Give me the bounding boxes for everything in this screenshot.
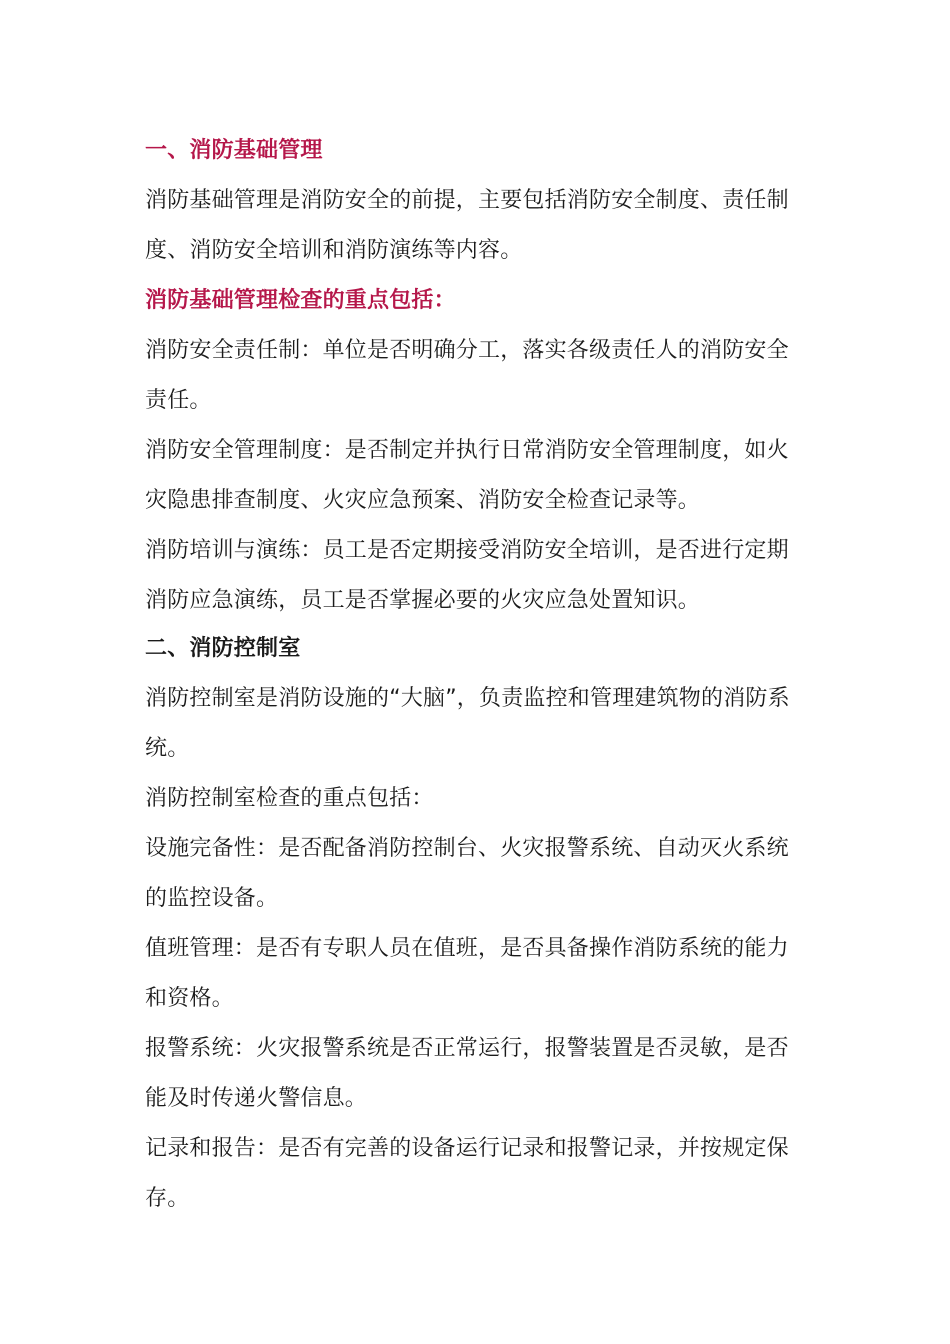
section1-item3-line2: 消防应急演练，员工是否掌握必要的火灾应急处置知识。 bbox=[145, 588, 701, 613]
section2-item3-line2: 能及时传递火警信息。 bbox=[145, 1086, 368, 1111]
section1-item3-line1: 消防培训与演练：员工是否定期接受消防安全培训，是否进行定期 bbox=[145, 538, 789, 563]
section1-intro-line2: 度、消防安全培训和消防演练等内容。 bbox=[145, 238, 523, 263]
section1-subheading: 消防基础管理检查的重点包括： bbox=[145, 288, 456, 313]
section1-item1-line1: 消防安全责任制：单位是否明确分工，落实各级责任人的消防安全 bbox=[145, 338, 789, 363]
section1-intro-line1: 消防基础管理是消防安全的前提，主要包括消防安全制度、责任制 bbox=[145, 188, 789, 213]
section2-item1-line2: 的监控设备。 bbox=[145, 886, 279, 911]
section2-intro-line2: 统。 bbox=[145, 736, 190, 761]
section2-item2-line2: 和资格。 bbox=[145, 986, 234, 1011]
section2-item4-line1: 记录和报告：是否有完善的设备运行记录和报警记录，并按规定保 bbox=[145, 1136, 789, 1161]
section1-item2-line2: 灾隐患排查制度、火灾应急预案、消防安全检查记录等。 bbox=[145, 488, 701, 513]
section1-item2-line1: 消防安全管理制度：是否制定并执行日常消防安全管理制度，如火 bbox=[145, 438, 789, 463]
section2-intro-line1: 消防控制室是消防设施的“大脑”，负责监控和管理建筑物的消防系 bbox=[145, 686, 790, 711]
section1-item1-line2: 责任。 bbox=[145, 388, 212, 413]
section1-heading: 一、消防基础管理 bbox=[145, 138, 323, 163]
section2-item4-line2: 存。 bbox=[145, 1186, 190, 1211]
section2-item3-line1: 报警系统：火灾报警系统是否正常运行，报警装置是否灵敏，是否 bbox=[145, 1036, 789, 1061]
section2-subheading: 消防控制室检查的重点包括： bbox=[145, 786, 434, 811]
section2-item1-line1: 设施完备性：是否配备消防控制台、火灾报警系统、自动灭火系统 bbox=[145, 836, 789, 861]
section2-heading: 二、消防控制室 bbox=[145, 636, 301, 661]
section2-item2-line1: 值班管理：是否有专职人员在值班，是否具备操作消防系统的能力 bbox=[145, 936, 789, 961]
